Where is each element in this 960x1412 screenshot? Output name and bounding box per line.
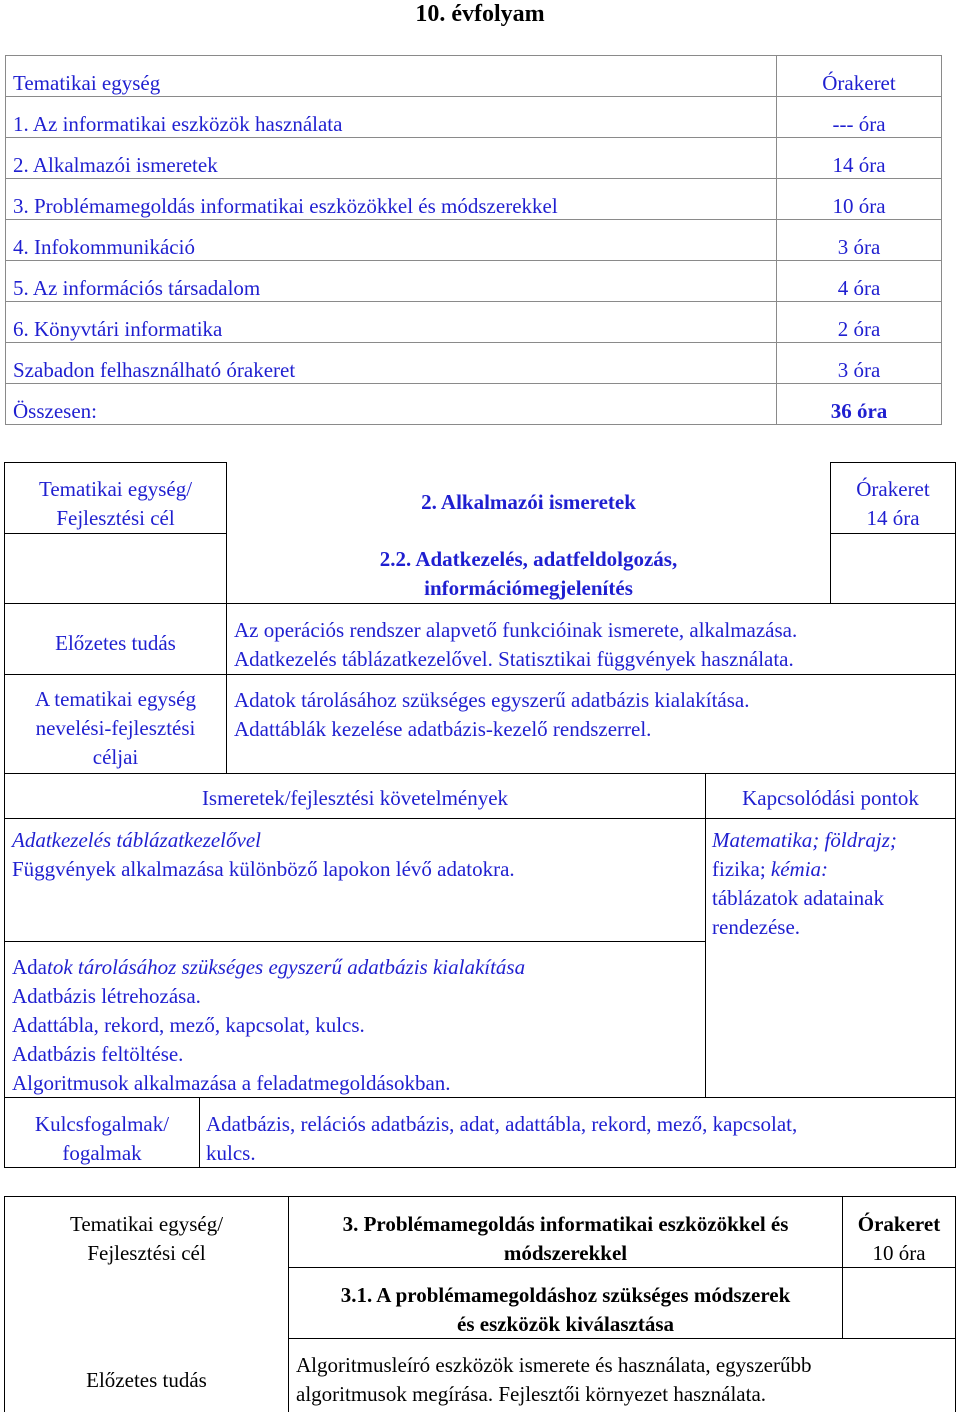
summary-total-hours: 36 óra <box>777 384 942 425</box>
summary-table <box>5 55 942 425</box>
unit2-conn1: Matematika; földrajz; fizika; kémia: táblázatok adatainak rendezése. <box>712 828 897 939</box>
unit2-hours: Órakeret 14 óra <box>856 477 930 530</box>
summary-hours: 10 óra <box>777 179 942 220</box>
unit2-subtitle: 2.2. Adatkezelés, adatfeldolgozás, információmegjelenítés <box>379 547 678 600</box>
unit2-key-text: Adatbázis, relációs adatbázis, adat, adattábla, rekord, mező, kapcsolat, kulcs. <box>206 1112 798 1165</box>
unit2-req2: Adatok tárolásához szükséges egyszerű adatbázis kialakítása Adatbázis létrehozása. Adattábla, rekord, mező, kapcsolat, kulcs. Adatbázis feltöltése. Algoritmusok alkalmazása a feladatmegoldásokban. <box>12 955 526 1095</box>
summary-unit: 2. Alkalmazói ismeretek <box>6 138 777 179</box>
unit3-hours: Órakeret 10 óra <box>857 1212 941 1265</box>
summary-total-row <box>6 384 942 425</box>
summary-hours: 2 óra <box>777 302 942 343</box>
summary-hours: 4 óra <box>777 261 942 302</box>
table-row <box>6 97 942 138</box>
summary-unit: 4. Infokommunikáció <box>6 220 777 261</box>
unit3-label-unit: Tematikai egység/ Fejlesztési cél <box>69 1212 224 1265</box>
unit2-req1: Adatkezelés táblázatkezelővel Függvények alkalmazása különböző lapokon lévő adatokra. <box>12 828 515 881</box>
summary-header-unit: Tematikai egység <box>6 56 777 97</box>
unit2-title: 2. Alkalmazói ismeretek <box>421 490 636 514</box>
unit2-key-label: Kulcsfogalmak/ fogalmak <box>34 1112 170 1165</box>
table-row <box>6 343 942 384</box>
summary-total-label: Összesen: <box>6 384 777 425</box>
summary-header-row <box>6 56 942 97</box>
summary-unit: 5. Az információs társadalom <box>6 261 777 302</box>
unit2-prior-label: Előzetes tudás <box>55 631 176 655</box>
table-row <box>6 261 942 302</box>
summary-header-hours: Órakeret <box>777 56 942 97</box>
unit2-conn-header: Kapcsolódási pontok <box>742 786 919 810</box>
unit3-prior-label: Előzetes tudás <box>86 1368 207 1392</box>
summary-hours: 3 óra <box>777 220 942 261</box>
summary-hours: 14 óra <box>777 138 942 179</box>
unit3-subtitle: 3.1. A problémamegoldáshoz szükséges módszerek és eszközök kiválasztása <box>340 1283 791 1336</box>
unit2-goals-label: A tematikai egység nevelési-fejlesztési céljai <box>35 687 196 769</box>
summary-hours: 3 óra <box>777 343 942 384</box>
summary-unit: 6. Könyvtári informatika <box>6 302 777 343</box>
unit2-goals-text: Adatok tárolásához szükséges egyszerű adatbázis kialakítása. Adattáblák kezelése adatbázis-kezelő rendszerrel. <box>234 688 750 741</box>
page-title: 10. évfolyam <box>415 1 545 27</box>
unit2-label-unit: Tematikai egység/ Fejlesztési cél <box>38 477 193 530</box>
summary-unit: 3. Problémamegoldás informatikai eszközökkel és módszerekkel <box>6 179 777 220</box>
unit2-prior-text: Az operációs rendszer alapvető funkcióinak ismerete, alkalmazása. Adatkezelés táblázatkezelővel. Statisztikai függvények használata. <box>234 618 798 671</box>
unit3-title: 3. Problémamegoldás informatikai eszközökkel és módszerekkel <box>342 1212 789 1265</box>
table-row <box>6 179 942 220</box>
table-row <box>6 138 942 179</box>
table-row <box>6 220 942 261</box>
summary-unit: 1. Az informatikai eszközök használata <box>6 97 777 138</box>
unit2-req-header: Ismeretek/fejlesztési követelmények <box>201 786 509 810</box>
summary-unit: Szabadon felhasználható órakeret <box>6 343 777 384</box>
table-row <box>6 302 942 343</box>
summary-hours: --- óra <box>777 97 942 138</box>
unit3-prior-text: Algoritmusleíró eszközök ismerete és használata, egyszerűbb algoritmusok megírása. Fejlesztői környezet használata. <box>296 1353 812 1406</box>
